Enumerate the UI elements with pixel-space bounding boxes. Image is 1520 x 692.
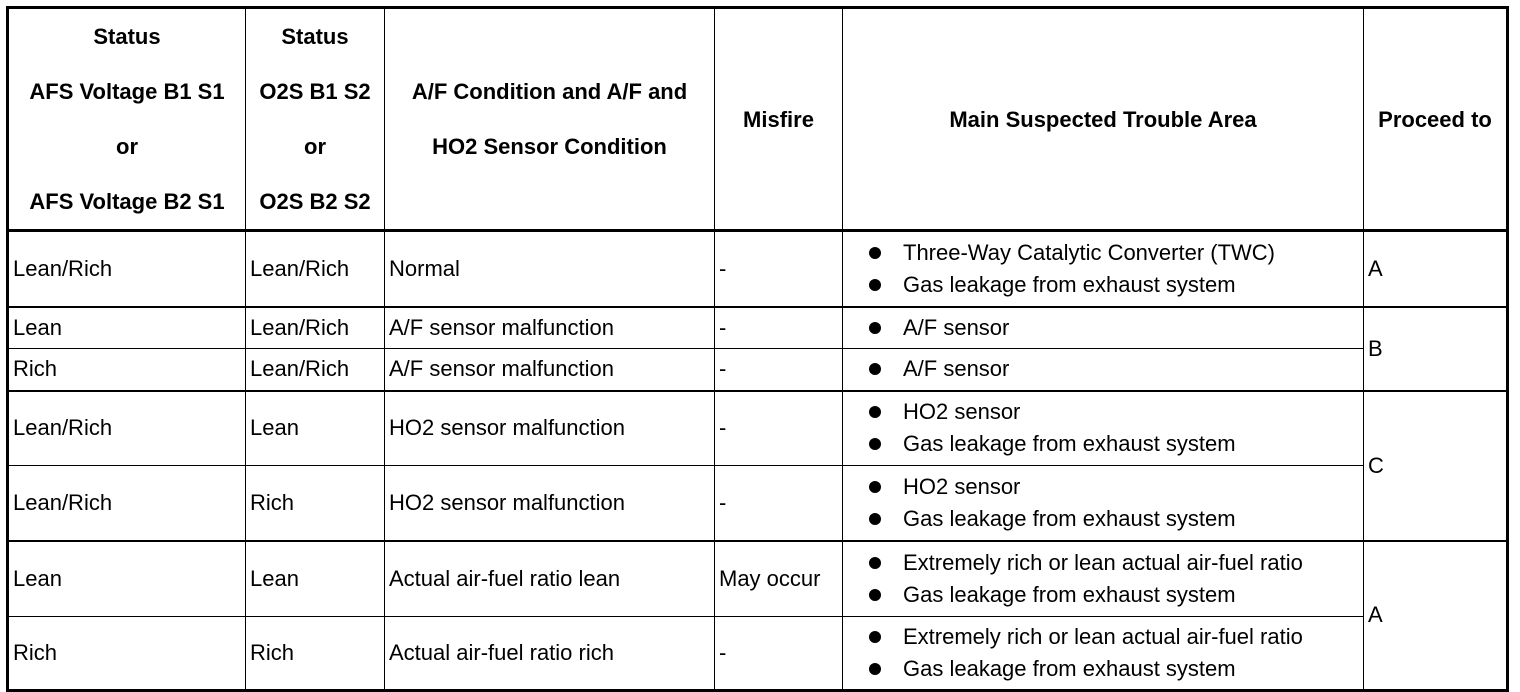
afs-status-cell: Rich bbox=[8, 617, 246, 691]
table-row bbox=[8, 466, 1508, 541]
afs-status-cell: Lean/Rich bbox=[8, 391, 246, 466]
o2s-status-cell: Rich bbox=[246, 466, 385, 541]
diagnostic-table bbox=[6, 6, 1509, 692]
list-item: HO2 sensor bbox=[869, 396, 1359, 428]
list-item: A/F sensor bbox=[869, 353, 1359, 385]
header-o2s-status: Status O2S B1 S2 or O2S B2 S2 bbox=[246, 8, 385, 231]
misfire-cell: - bbox=[715, 617, 843, 691]
list-item: Gas leakage from exhaust system bbox=[869, 579, 1359, 611]
list-item: Gas leakage from exhaust system bbox=[869, 653, 1359, 685]
proceed-cell-c: C bbox=[1364, 391, 1508, 541]
proceed-cell-a: A bbox=[1364, 541, 1508, 691]
table-row bbox=[8, 541, 1508, 617]
afs-status-cell: Rich bbox=[8, 349, 246, 391]
o2s-status-cell: Lean/Rich bbox=[246, 349, 385, 391]
header-proceed: Proceed to bbox=[1364, 8, 1508, 231]
trouble-area-cell bbox=[843, 349, 1364, 391]
afs-status-cell: Lean/Rich bbox=[8, 466, 246, 541]
trouble-area-cell bbox=[843, 307, 1364, 349]
list-item: Gas leakage from exhaust system bbox=[869, 503, 1359, 535]
misfire-cell: - bbox=[715, 391, 843, 466]
condition-cell: A/F sensor malfunction bbox=[385, 307, 715, 349]
table-row bbox=[8, 231, 1508, 307]
trouble-area-cell bbox=[843, 466, 1364, 541]
trouble-area-cell bbox=[843, 617, 1364, 691]
condition-cell: Actual air-fuel ratio lean bbox=[385, 541, 715, 617]
list-item: A/F sensor bbox=[869, 312, 1359, 344]
condition-cell: Actual air-fuel ratio rich bbox=[385, 617, 715, 691]
header-misfire: Misfire bbox=[715, 8, 843, 231]
condition-cell: A/F sensor malfunction bbox=[385, 349, 715, 391]
o2s-status-cell: Lean bbox=[246, 391, 385, 466]
condition-cell: HO2 sensor malfunction bbox=[385, 391, 715, 466]
list-item: Three-Way Catalytic Converter (TWC) bbox=[869, 237, 1359, 269]
afs-status-cell: Lean bbox=[8, 307, 246, 349]
condition-cell: HO2 sensor malfunction bbox=[385, 466, 715, 541]
table-row bbox=[8, 617, 1508, 691]
table-row bbox=[8, 349, 1508, 391]
proceed-cell-b: B bbox=[1364, 307, 1508, 391]
trouble-area-cell bbox=[843, 391, 1364, 466]
trouble-area-cell bbox=[843, 231, 1364, 307]
misfire-cell: - bbox=[715, 307, 843, 349]
trouble-area-cell bbox=[843, 541, 1364, 617]
list-item: Extremely rich or lean actual air-fuel ratio bbox=[869, 621, 1359, 653]
o2s-status-cell: Lean bbox=[246, 541, 385, 617]
list-item: Extremely rich or lean actual air-fuel ratio bbox=[869, 547, 1359, 579]
misfire-cell: May occur bbox=[715, 541, 843, 617]
afs-status-cell: Lean bbox=[8, 541, 246, 617]
o2s-status-cell: Lean/Rich bbox=[246, 307, 385, 349]
afs-status-cell: Lean/Rich bbox=[8, 231, 246, 307]
misfire-cell: - bbox=[715, 466, 843, 541]
table-row bbox=[8, 391, 1508, 466]
table-row bbox=[8, 307, 1508, 349]
list-item: Gas leakage from exhaust system bbox=[869, 428, 1359, 460]
misfire-cell: - bbox=[715, 349, 843, 391]
condition-cell: Normal bbox=[385, 231, 715, 307]
header-row bbox=[8, 8, 1508, 231]
list-item: Gas leakage from exhaust system bbox=[869, 269, 1359, 301]
o2s-status-cell: Lean/Rich bbox=[246, 231, 385, 307]
o2s-status-cell: Rich bbox=[246, 617, 385, 691]
misfire-cell: - bbox=[715, 231, 843, 307]
header-condition: A/F Condition and A/F and HO2 Sensor Condition bbox=[385, 8, 715, 231]
list-item: HO2 sensor bbox=[869, 471, 1359, 503]
header-trouble-area: Main Suspected Trouble Area bbox=[843, 8, 1364, 231]
header-afs-status: Status AFS Voltage B1 S1 or AFS Voltage B2 S1 bbox=[8, 8, 246, 231]
proceed-cell-a: A bbox=[1364, 231, 1508, 307]
